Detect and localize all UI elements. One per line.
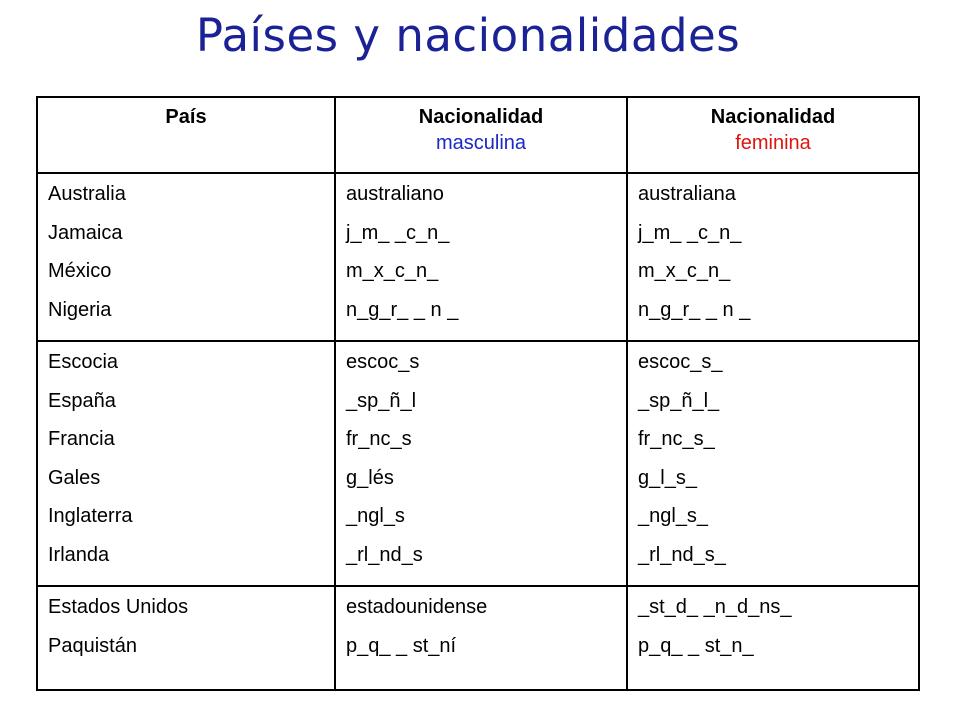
masculine-form: _rl_nd_s	[346, 543, 423, 566]
masculine-form: g_lés	[346, 466, 394, 489]
masculine-form: escoc_s	[346, 351, 420, 373]
masculine-cell	[335, 586, 627, 690]
country-name: Irlanda	[48, 543, 110, 566]
feminine-form: escoc_s_	[638, 351, 723, 373]
feminine-cell	[627, 173, 919, 341]
header-country	[37, 97, 335, 173]
feminine-cell	[627, 586, 919, 690]
header-masculine-sub: masculina	[435, 132, 527, 154]
header-feminine-sub: feminina	[735, 132, 811, 154]
feminine-form: _st_d_ _n_d_ns_	[638, 596, 792, 618]
country-name: Gales	[48, 466, 101, 489]
country-name: Jamaica	[48, 221, 123, 244]
header-feminine-label: Nacionalidad	[710, 106, 836, 128]
feminine-form: fr_nc_s_	[638, 428, 715, 450]
masculine-form: j_m_ _c_n_	[346, 221, 450, 244]
country-name: Inglaterra	[48, 505, 133, 527]
header-country-label: País	[165, 106, 207, 128]
masculine-form: _sp_ñ_l	[346, 389, 417, 412]
table-row	[37, 341, 919, 586]
masculine-cell	[335, 341, 627, 586]
feminine-cell	[627, 341, 919, 586]
masculine-form: australiano	[346, 183, 444, 205]
feminine-form: m_x_c_n_	[638, 260, 731, 282]
country-cell	[37, 586, 335, 690]
country-name: Australia	[48, 183, 126, 205]
masculine-form: _ngl_s	[346, 505, 405, 527]
country-name: España	[48, 389, 116, 412]
table-row	[37, 586, 919, 690]
feminine-form: g_l_s_	[638, 466, 697, 489]
feminine-form: j_m_ _c_n_	[638, 221, 742, 244]
country-name: Nigeria	[48, 298, 112, 321]
feminine-form: p_q_ _ st_n_	[638, 634, 754, 657]
nationalities-table	[36, 96, 920, 691]
masculine-form: m_x_c_n_	[346, 260, 439, 282]
country-cell	[37, 173, 335, 341]
header-row	[37, 97, 919, 173]
table-row	[37, 173, 919, 341]
feminine-form: _sp_ñ_l_	[638, 389, 720, 412]
country-name: Francia	[48, 428, 115, 450]
header-feminine	[627, 97, 919, 173]
masculine-form: p_q_ _ st_ní	[346, 634, 457, 657]
header-masculine-label: Nacionalidad	[418, 106, 544, 128]
page-title: Países y nacionalidades	[195, 9, 741, 62]
country-name: México	[48, 260, 112, 282]
country-name: Estados Unidos	[48, 596, 189, 618]
masculine-form: estadounidense	[346, 596, 488, 618]
country-name: Paquistán	[48, 634, 137, 657]
header-masculine	[335, 97, 627, 173]
feminine-form: n_g_r_ _ n _	[638, 298, 751, 321]
country-cell	[37, 341, 335, 586]
feminine-form: australiana	[638, 183, 736, 205]
feminine-form: _rl_nd_s_	[638, 543, 726, 566]
masculine-form: fr_nc_s	[346, 428, 412, 450]
country-name: Escocia	[48, 351, 119, 373]
masculine-form: n_g_r_ _ n _	[346, 298, 459, 321]
masculine-cell	[335, 173, 627, 341]
feminine-form: _ngl_s_	[638, 505, 709, 527]
